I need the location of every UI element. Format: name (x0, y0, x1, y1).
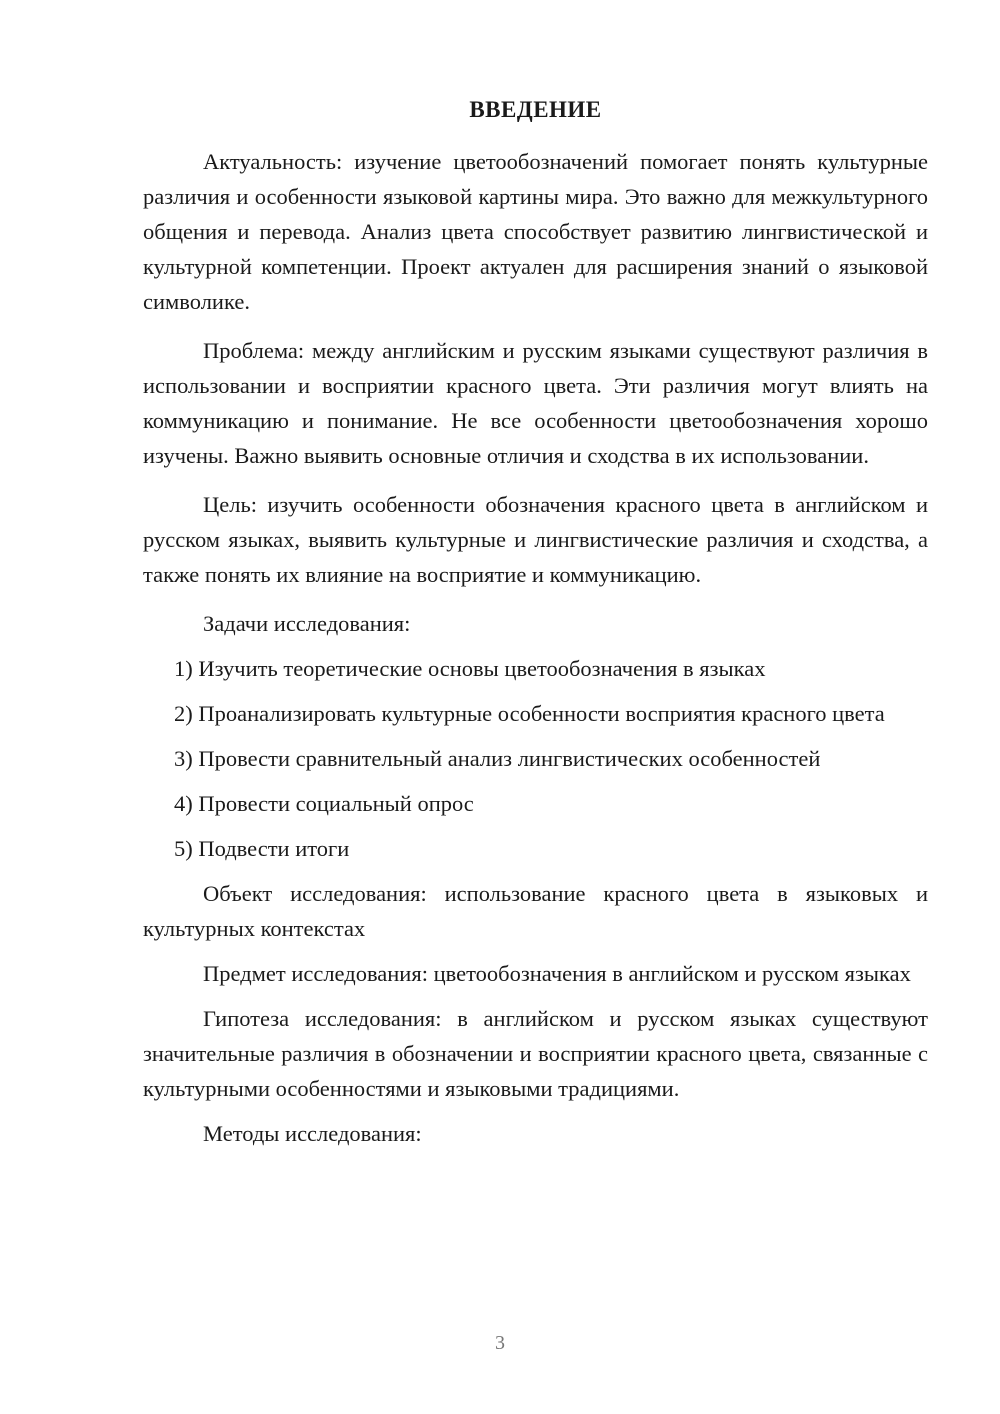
document-page (143, 90, 928, 1161)
paragraph-subject: Предмет исследования: цветообозначения в английском и русском языках (203, 961, 911, 986)
task-item-2: 2) Проанализировать культурные особенности восприятия красного цвета (174, 701, 885, 726)
task-item-5: 5) Подвести итоги (174, 836, 350, 861)
page-number: 3 (495, 1332, 505, 1354)
task-item-4: 4) Провести социальный опрос (174, 791, 474, 816)
paragraph-goal: Цель: изучить особенности обозначения красного цвета в английском и русском языках, выявить культурные и лингвистические различия и сходства, а также понять их влияние на восприятие и коммуникацию. (143, 492, 928, 587)
page-title: ВВЕДЕНИЕ (469, 97, 602, 122)
paragraph-relevance: Актуальность: изучение цветообозначений помогает понять культурные различия и особенности языковой картины мира. Это важно для межкультурного общения и перевода. Анализ цвета способствует развитию лингвистической и культурной компетенции. Проект актуален для расширения знаний о языковой символике. (143, 149, 928, 314)
paragraph-hypothesis: Гипотеза исследования: в английском и русском языках существуют значительные различия в обозначении и восприятии красного цвета, связанные с культурными особенностями и языковыми традициями. (143, 1006, 928, 1101)
paragraph-problem: Проблема: между английским и русским языками существуют различия в использовании и восприятии красного цвета. Эти различия могут влиять на коммуникацию и понимание. Не все особенности цветообозначения хорошо изучены. Важно выявить основные отличия и сходства в их использовании. (143, 338, 928, 468)
task-item-1: 1) Изучить теоретические основы цветообозначения в языках (174, 656, 766, 681)
paragraph-methods: Методы исследования: (203, 1121, 422, 1146)
task-item-3: 3) Провести сравнительный анализ лингвистических особенностей (174, 746, 821, 771)
tasks-heading: Задачи исследования: (203, 611, 411, 636)
paragraph-object: Объект исследования: использование красного цвета в языковых и культурных контекстах (143, 881, 928, 941)
